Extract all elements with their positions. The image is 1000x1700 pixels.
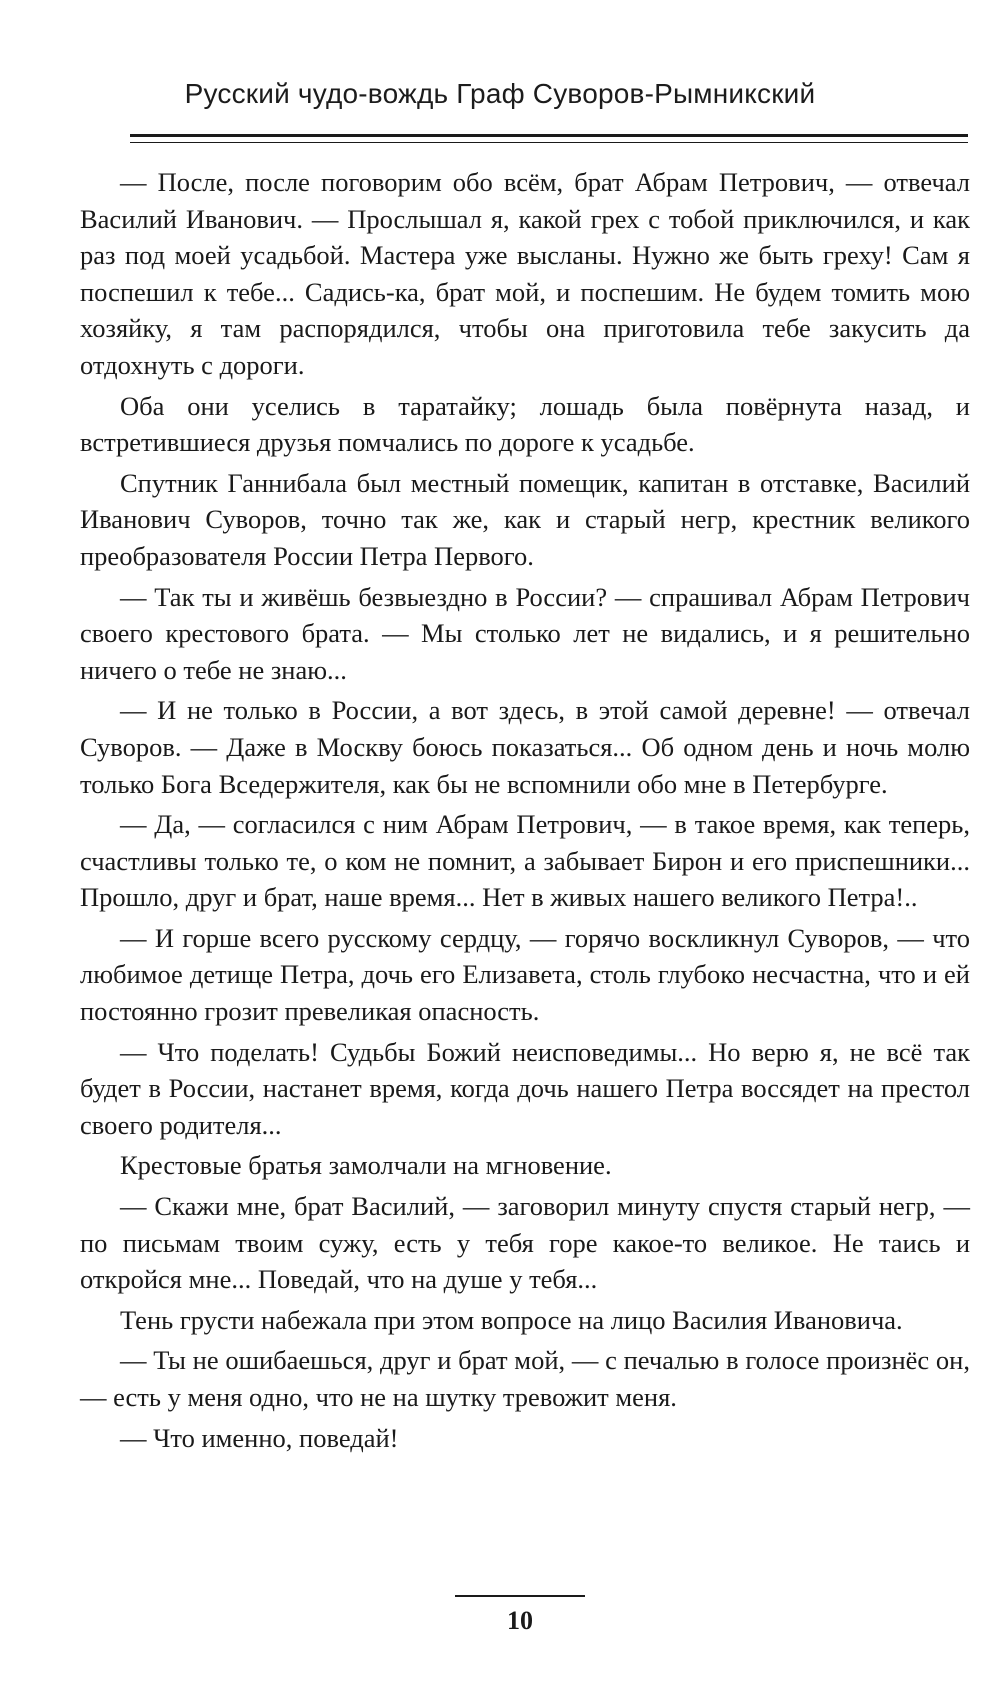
paragraph: — После, после поговорим обо всём, брат Абрам Петрович, — отвечал Василий Иванович. — Прослышал я, какой грех с тобой приключился, и как раз под моей усадьбой. Мастера уже высланы. Нужно же быть греху! Сам я поспешил к тебе... Садись-ка, брат мой, и поспешим. Не будем томить мою хозяйку, я там распорядился, чтобы она приготовила тебе закусить да отдохнуть с дороги. <box>80 167 970 380</box>
body-text <box>80 164 970 1460</box>
paragraph: Оба они уселись в таратайку; лошадь была повёрнута назад, и встретившиеся друзья помчались по дороге к усадьбе. <box>80 390 970 458</box>
paragraph: Крестовые братья замолчали на мгновение. <box>120 1150 612 1181</box>
paragraph: — Что поделать! Судьбы Божий неисповедимы... Но верю я, не всё так будет в России, настанет время, когда дочь нашего Петра воссядет на престол своего родителя... <box>80 1036 970 1140</box>
paragraph: — Что именно, поведай! <box>120 1422 399 1453</box>
header-rule-thick <box>130 134 968 137</box>
running-title: Русский чудо-вождь Граф Суворов-Рымникский <box>184 78 816 109</box>
paragraph: — И горше всего русскому сердцу, — горячо воскликнул Суворов, — что любимое детище Петра, дочь его Елизавета, столь глубоко несчастна, что и ей постоянно грозит превеликая опасность. <box>80 922 970 1027</box>
paragraph: — Да, — согласился с ним Абрам Петрович, — в такое время, как теперь, счастливы только те, о ком не помнит, а забывает Бирон и его приспешники... Прошло, друг и брат, наше время... Нет в живых нашего великого Петра!.. <box>80 809 970 913</box>
header-rule-thin <box>130 142 968 143</box>
paragraph: Спутник Ганнибала был местный помещик, капитан в отставке, Василий Иванович Суворов, точно так же, как и старый негр, крестник великого преобразователя России Петра Первого. <box>80 467 970 571</box>
page-number: 10 <box>507 1606 533 1635</box>
paragraph: — И не только в России, а вот здесь, в этой самой деревне! — отвечал Суворов. — Даже в Москву боюсь показаться... Об одном день и ночь молю только Бога Вседержителя, как бы не вспомнили обо мне в Петербурге. <box>80 695 970 799</box>
paragraph: — Скажи мне, брат Василий, — заговорил минуту спустя старый негр, — по письмам твоим сужу, есть у тебя горе какое-то великое. Не таись и откройся мне... Поведай, что на душе у тебя... <box>80 1191 970 1295</box>
paragraph: — Ты не ошибаешься, друг и брат мой, — с печалью в голосе произнёс он, — есть у меня одно, что не на шутку тревожит меня. <box>80 1345 970 1412</box>
paragraph: — Так ты и живёшь безвыездно в России? — спрашивал Абрам Петрович своего крестового брата. — Мы столько лет не видались, и я решительно ничего о тебе не знаю... <box>80 581 970 685</box>
paragraph: Тень грусти набежала при этом вопросе на лицо Василия Ивановича. <box>120 1304 903 1335</box>
folio-rule <box>455 1595 585 1597</box>
